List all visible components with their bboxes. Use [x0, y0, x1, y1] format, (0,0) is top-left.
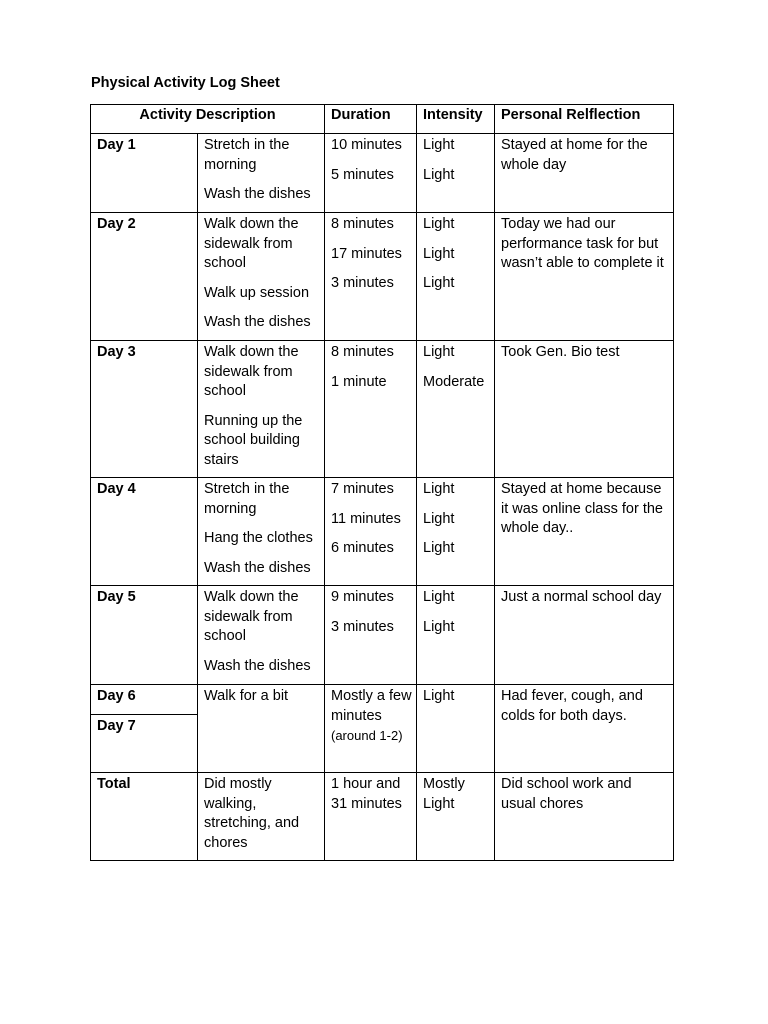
duration-item: 9 minutes — [331, 589, 394, 605]
duration-item: 7 minutes — [331, 481, 394, 497]
total-activity: Did mostly walking, stretching, and chores — [204, 776, 300, 851]
day-label: Day 1 — [97, 137, 136, 153]
day-7-label: Day 7 — [97, 718, 136, 734]
intensity-item: Light — [423, 481, 455, 497]
reflection-cell: Just a normal school day — [501, 589, 662, 605]
duration-item: 10 minutes — [331, 137, 402, 153]
intensity-item: Light — [423, 510, 455, 527]
reflection-cell: Stayed at home because it was online class for the whole day.. — [501, 481, 663, 536]
activity-item: Walk up session — [204, 284, 310, 301]
duration-item: 1 minute — [331, 373, 387, 390]
document-title: Physical Activity Log Sheet — [91, 75, 280, 91]
activity-item: Stretch in the morning — [204, 137, 290, 173]
reflection-cell: Had fever, cough, and colds for both days. — [501, 688, 643, 724]
duration-item: 8 minutes — [331, 344, 394, 360]
header-activity-description: Activity Description — [139, 107, 276, 123]
header-row — [91, 105, 674, 134]
intensity-item: Light — [423, 540, 455, 556]
intensity-item: Light — [423, 618, 455, 635]
table-row — [91, 134, 674, 213]
intensity-item: Light — [423, 344, 455, 360]
duration-item: 17 minutes — [331, 245, 402, 262]
intensity-item: Moderate — [423, 373, 485, 390]
intensity-item: Light — [423, 216, 455, 232]
activity-item: Wash the dishes — [204, 559, 311, 576]
reflection-cell: Today we had our performance task for but wasn’t able to complete it — [501, 216, 664, 271]
duration-item: 11 minutes — [331, 510, 401, 527]
activity-item: Wash the dishes — [204, 314, 311, 330]
activity-item: Running up the school building stairs — [204, 412, 303, 468]
day-label: Day 4 — [97, 481, 136, 497]
table-row — [91, 478, 674, 586]
intensity-item: Light — [423, 166, 455, 183]
table-row — [91, 213, 674, 341]
intensity-item: Light — [423, 275, 455, 291]
duration-cell: Mostly a few minutes — [331, 688, 412, 724]
duration-item: 3 minutes — [331, 275, 394, 291]
day-6-label: Day 6 — [91, 685, 197, 715]
duration-note: (around 1-2) — [331, 728, 403, 743]
header-duration: Duration — [331, 107, 391, 123]
intensity-item: Light — [423, 137, 455, 153]
table-row — [91, 341, 674, 478]
table-row — [91, 586, 674, 685]
activity-item: Hang the clothes — [204, 530, 313, 546]
activity-item: Stretch in the morning — [204, 481, 290, 517]
total-duration: 1 hour and 31 minutes — [331, 776, 402, 812]
intensity-item: Light — [423, 589, 455, 605]
total-reflection: Did school work and usual chores — [501, 776, 632, 812]
duration-item: 8 minutes — [331, 216, 394, 232]
activity-item: Walk down the sidewalk from school — [204, 216, 299, 271]
activity-item: Walk down the sidewalk from school — [204, 589, 299, 644]
day-label: Day 5 — [97, 589, 136, 605]
activity-item: Wash the dishes — [204, 657, 311, 674]
activity-item: Walk down the sidewalk from school — [204, 344, 299, 399]
table-row-total — [91, 773, 674, 861]
activity-item: Wash the dishes — [204, 186, 311, 202]
day-label: Day 3 — [97, 344, 136, 360]
header-intensity: Intensity — [423, 107, 483, 123]
total-label: Total — [97, 776, 131, 792]
activity-cell: Walk for a bit — [204, 688, 289, 704]
reflection-cell: Stayed at home for the whole day — [501, 137, 648, 173]
table-row-days-6-7 — [91, 685, 674, 773]
duration-item: 5 minutes — [331, 166, 394, 183]
activity-log-table — [90, 104, 674, 861]
reflection-cell: Took Gen. Bio test — [501, 344, 620, 360]
intensity-item: Light — [423, 245, 455, 262]
day-label: Day 2 — [97, 216, 136, 232]
header-personal-reflection: Personal Relflection — [501, 107, 641, 123]
duration-item: 3 minutes — [331, 618, 394, 635]
total-intensity: Mostly Light — [423, 776, 465, 812]
duration-item: 6 minutes — [331, 540, 394, 556]
intensity-cell: Light — [423, 688, 455, 704]
